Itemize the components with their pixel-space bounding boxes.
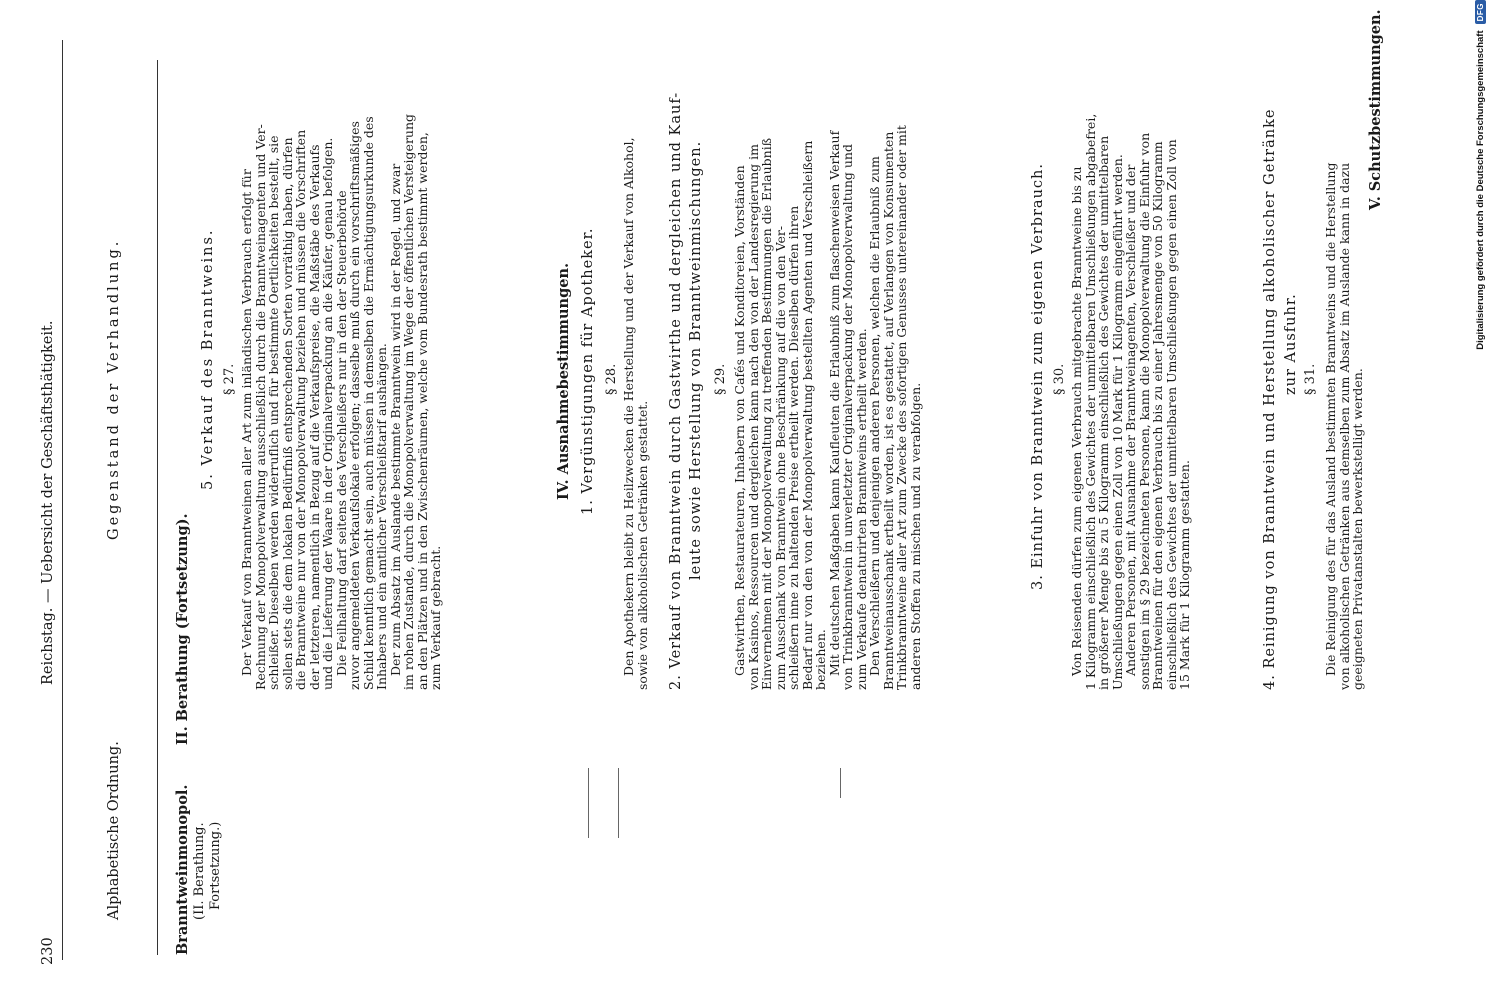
paragraph-30-text: [1070, 50, 1192, 690]
paragraph-line: zum Ausschank von Branntwein ohne Beschränkung auf die von den Ver-: [772, 225, 788, 690]
left-column-heading: Alphabetische Ordnung.: [106, 741, 122, 920]
subsection-iv-4-line2: zur Ausfuhr.: [1283, 293, 1299, 395]
subsection-heading-5: 5. Verkauf des Branntweins.: [200, 228, 216, 490]
paragraph-number-29: § 29.: [713, 363, 728, 395]
paragraph-line: Gastwirthen, Restaurateuren, Inhabern von Cafés und Konditoreien, Vorständen: [732, 165, 747, 676]
paragraph-line: Einvernehmen mit der Monopolverwaltung zu treffenden Bestimmungen die Erlaubniß: [759, 137, 774, 690]
paragraph-number-27: § 27.: [222, 363, 237, 395]
subsection-iv-4-line1: 4. Reinigung von Branntwein und Herstellung alkoholischer Getränke: [1262, 108, 1278, 690]
paragraph-line: geeigneten Privatanstalten bewerkstelligt werden.: [1350, 368, 1365, 690]
paragraph-29-text: [733, 50, 922, 690]
paragraph-line: zum Verkaufe denaturirten Branntweins ertheilt werden.: [853, 328, 869, 690]
short-dash-3: [840, 768, 841, 798]
paragraph-line: die Branntweine nur von der Monopolverwaltung beziehen und müssen die Vorschriften: [293, 129, 308, 690]
paragraph-line: 15 Mark für 1 Kilogramm gestatten.: [1177, 460, 1192, 690]
paragraph-line: von Kasinos, Ressourcen und dergleichen kann nach den von der Landesregierung im: [745, 144, 761, 690]
sidebar-subtitle-2: Fortsetzung.): [208, 821, 223, 910]
paragraph-line: im rohen Zustande, durch die Monopolverwaltung im Wege der öffentlichen Versteigerung: [401, 113, 416, 690]
paragraph-line: Trinkbranntweine aller Art zum Zwecke des sofortigen Genusses untereinander oder mit: [894, 125, 909, 690]
dfg-logo: DFG: [1475, 0, 1486, 24]
paragraph-line: Die Feilhaltung darf seitens des Verschleißers nur in den der Steuerbehörde: [333, 190, 349, 676]
paragraph-line: beziehen.: [813, 629, 828, 690]
paragraph-line: Rechnung der Monopolverwaltung ausschließlich durch die Branntweinagenten und Ver-: [252, 124, 268, 690]
paragraph-line: einschließlich des Gewichtes der unmittelbaren Umschließungen gegen einen Zoll von: [1163, 139, 1179, 690]
section-v-heading: V. Schutzbestimmungen.: [1367, 9, 1384, 210]
paragraph-line: Den Apothekern bleibt zu Heilzwecken die Herstellung und der Verkauf von Alkohol,: [621, 137, 636, 676]
paragraph-line: Branntweinausschank ertheilt worden, ist es gestattet, auf Verlangen von Konsumenten: [880, 131, 896, 690]
paragraph-line: schleißer. Dieselben werden widerruflich und für bestimmte Oertlichkeiten bestellt, sie: [266, 135, 281, 690]
paragraph-line: Der zum Absatz im Auslande bestimmte Branntwein wird in der Regel, und zwar: [387, 163, 403, 676]
paragraph-28-text: [622, 50, 649, 690]
paragraph-line: zuvor angemeldeten Verkaufslokale erfolgen; dasselbe muß durch ein vorschriftsmäßiges: [347, 121, 362, 690]
paragraph-line: Schild kenntlich gemacht sein, auch müssen in demselben die Ermächtigungsurkunde des: [360, 116, 376, 690]
paragraph-number-31: § 31.: [1303, 363, 1318, 395]
paragraph-line: Bedarf nur von den von der Monopolverwaltung bestellten Agenten und Verschleißern: [799, 140, 815, 690]
right-column-heading: Gegenstand der Verhandlung.: [106, 238, 122, 540]
paragraph-line: sonstigen im § 29 bezeichneten Personen, kann die Monopolverwaltung die Einfuhr von: [1136, 132, 1152, 690]
paragraph-line: Den Verschleißern und denjenigen anderen Personen, welchen die Erlaubniß zum: [867, 156, 882, 676]
subsection-iv-3: 3. Einfuhr von Branntwein zum eigenen Verbrauch.: [1030, 163, 1046, 590]
paragraph-line: Die Reinigung des für das Ausland bestimmten Branntweins und die Herstellung: [1323, 162, 1338, 676]
page-number: 230: [40, 937, 56, 965]
header-rule: [62, 40, 63, 960]
short-dash-1: [588, 768, 589, 838]
column-rule: [157, 60, 158, 955]
sidebar-subject: Branntweinmonopol.: [174, 784, 191, 955]
section-iv-heading: IV. Ausnahmebestimmungen.: [555, 262, 572, 500]
paragraph-line: anderen Stoffen zu mischen und zu verabfolgen.: [907, 382, 923, 690]
paragraph-line: von Trinkbranntwein in unverletzter Originalverpackung der Monopolverwaltung und: [840, 144, 855, 690]
section-heading: II. Berathung (Fortsetzung).: [174, 513, 191, 745]
paragraph-line: Der Verkauf von Branntweinen aller Art zum inländischen Verbrauch erfolgt für: [239, 169, 254, 676]
sidebar-subtitle-1: (II. Berathung.: [192, 822, 207, 920]
page-header-title: Reichstag. — Uebersicht der Geschäftsthätigkeit.: [40, 320, 56, 685]
paragraph-line: Branntweinen für den eigenen Verbrauch bis zu einer Jahresmenge von 50 Kilogramm: [1150, 141, 1165, 690]
paragraph-line: Inhabers und ein amtlicher Verschleißtarif aushängen.: [374, 343, 389, 690]
paragraph-line: zum Verkauf gebracht.: [428, 545, 443, 690]
paragraph-line: schleißern inne zu haltenden Preise ertheilt werden. Dieselben dürfen ihren: [786, 205, 801, 690]
subsection-iv-1: 1. Vergünstigungen für Apotheker.: [580, 227, 596, 515]
paragraph-line: an den Plätzen und in den Zwischenräumen, welche vom Bundesrath bestimmt werden,: [414, 132, 430, 690]
short-dash-2: [618, 768, 619, 838]
subsection-iv-2-line2: leute sowie Herstellung von Branntweinmischungen.: [688, 140, 704, 580]
paragraph-line: und die Lieferung der Waare in der Originalverpackung an die Käufer, genau befolgen.: [320, 137, 335, 690]
paragraph-27-text: [240, 50, 443, 690]
paragraph-line: sowie von alkoholischen Getränken gestattet.: [634, 400, 650, 690]
paragraph-line: Anderen Personen, mit Ausnahme der Branntweinagenten, Verschleißer und der: [1123, 164, 1138, 676]
paragraph-line: der letzteren, namentlich in Bezug auf die Verkaufspreise, die Maßstäbe des Verkaufs: [306, 144, 322, 690]
paragraph-number-30: § 30.: [1052, 363, 1067, 395]
paragraph-number-28: § 28.: [604, 363, 619, 395]
paragraph-line: sollen stets die dem lokalen Bedürfniß entsprechenden Sorten vorräthig haben, dürfen: [279, 137, 295, 690]
paragraph-line: von alkoholischen Getränken aus demselben zum Absatz im Auslande kann in dazu: [1336, 162, 1352, 690]
paragraph-line: 1 Kilogramm einschließlich des Gewichtes der unmittelbaren Umschließungen abgabefrei,: [1082, 113, 1098, 690]
paragraph-line: in größerer Menge bis zu 5 Kilogramm einschließlich des Gewichtes der unmittelbaren: [1096, 135, 1111, 690]
paragraph-31-text: [1324, 50, 1365, 690]
subsection-iv-2-line1: 2. Verkauf von Branntwein durch Gastwirthe und dergleichen und Kauf-: [668, 91, 684, 690]
dfg-credit: [1472, 0, 1487, 980]
paragraph-line: Umschließungen gegen einen Zoll von 10 Mark für 1 Kilogramm eingeführt werden.: [1109, 154, 1125, 690]
dfg-credit-text: Digitalisierung gefördert durch die Deutsche Forschungsgemeinschaft: [1474, 30, 1486, 350]
paragraph-line: Mit deutschen Maßgaben kann Kaufleuten die Erlaubniß zum flaschenweisen Verkauf: [826, 130, 842, 676]
paragraph-line: Von Reisenden dürfen zum eigenen Verbrauch mitgebrachte Branntweine bis zu: [1069, 166, 1084, 676]
